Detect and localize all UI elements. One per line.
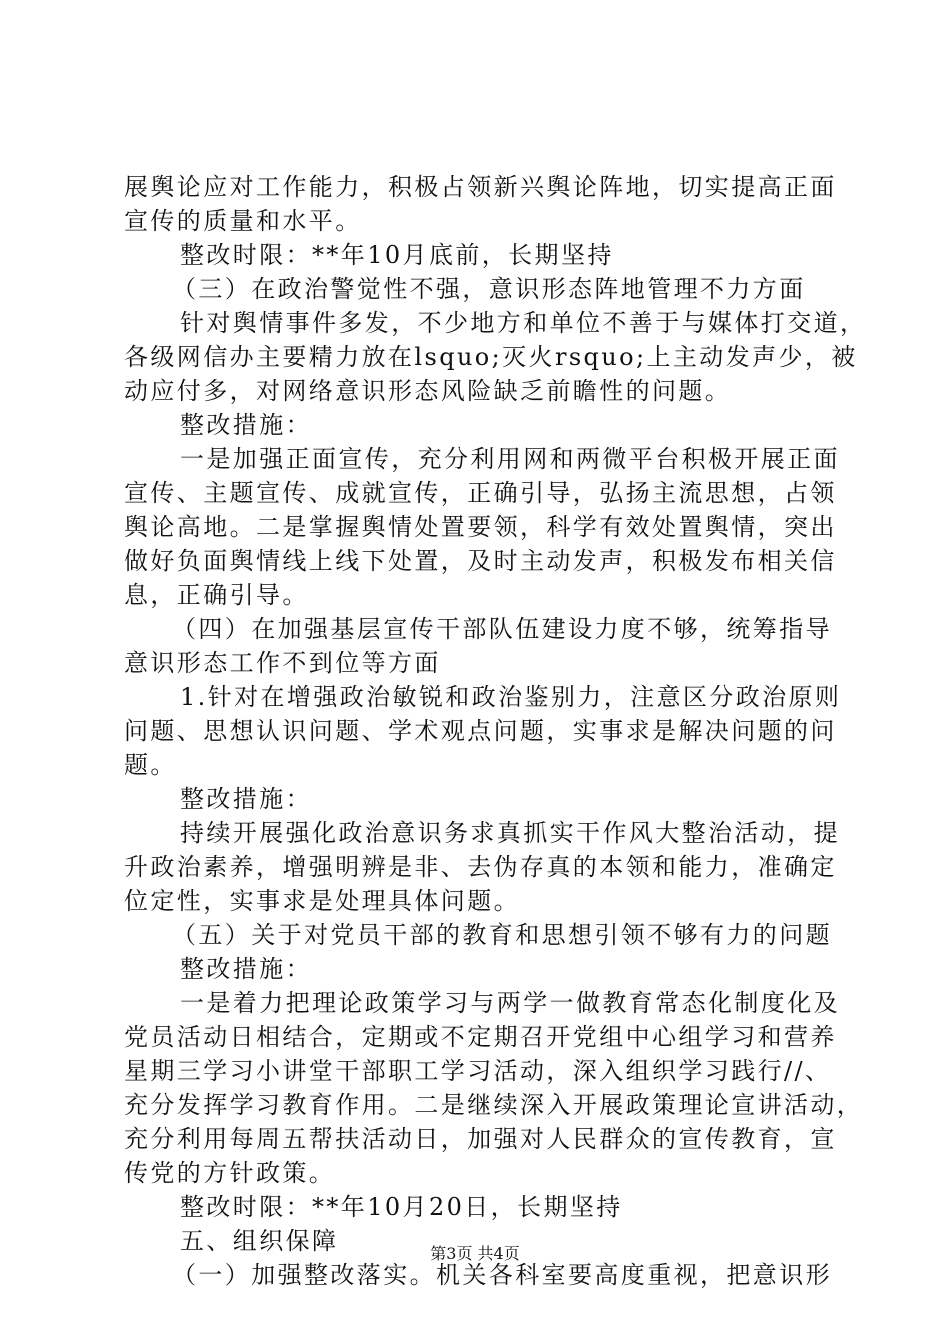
text-line: 各级网信办主要精力放在lsquo;灭火rsquo;上主动发声少，被 — [124, 343, 858, 371]
text-line: 党员活动日相结合，定期或不定期召开党组中心组学习和营养 — [124, 1023, 837, 1051]
text-line: 整改措施： — [180, 785, 312, 813]
text-line: 整改措施： — [180, 411, 312, 439]
text-line: 宣传、主题宣传、成就宣传，正确引导，弘扬主流思想，占领 — [124, 479, 837, 507]
text-line: 星期三学习小讲堂干部职工学习活动，深入组织学习践行//、 — [124, 1057, 832, 1085]
section-heading: （四）在加强基层宣传干部队伍建设力度不够，统筹指导 — [172, 615, 832, 643]
text-line: 充分发挥学习教育作用。二是继续深入开展政策理论宣讲活动， — [124, 1091, 864, 1119]
section-heading: （三）在政治警觉性不强，意识形态阵地管理不力方面 — [172, 275, 806, 303]
text-line: 动应付多，对网络意识形态风险缺乏前瞻性的问题。 — [124, 377, 732, 405]
text-line: （一）加强整改落实。机关各科室要高度重视，把意识形 — [172, 1261, 832, 1289]
text-line: 1.针对在增强政治敏锐和政治鉴别力，注意区分政治原则 — [180, 683, 842, 711]
text-line: 一是着力把理论政策学习与两学一做教育常态化制度化及 — [180, 989, 840, 1017]
text-line: 整改时限：**年10月底前，长期坚持 — [180, 241, 614, 269]
text-line: 升政治素养，增强明辨是非、去伪存真的本领和能力，准确定 — [124, 853, 837, 881]
text-line: 做好负面舆情线上线下处置，及时主动发声，积极发布相关信 — [124, 547, 837, 575]
text-line: 宣传的质量和水平。 — [124, 207, 362, 235]
document-body — [124, 170, 867, 1292]
text-line: 题。 — [124, 751, 177, 779]
page-indicator: 第3页 共4页 — [430, 1244, 520, 1263]
section-heading: 五、组织保障 — [180, 1227, 339, 1255]
text-line: 整改措施： — [180, 955, 312, 983]
text-line: 展舆论应对工作能力，积极占领新兴舆论阵地，切实提高正面 — [124, 173, 837, 201]
page-footer — [0, 1244, 950, 1264]
text-line: 位定性，实事求是处理具体问题。 — [124, 887, 520, 915]
text-line: 持续开展强化政治意识务求真抓实干作风大整治活动，提 — [180, 819, 840, 847]
section-heading: （五）关于对党员干部的教育和思想引领不够有力的问题 — [172, 921, 832, 949]
text-line: 针对舆情事件多发，不少地方和单位不善于与媒体打交道， — [180, 309, 867, 337]
text-line: 息，正确引导。 — [124, 581, 309, 609]
text-line: 意识形态工作不到位等方面 — [124, 649, 441, 677]
text-line: 整改时限：**年10月20日，长期坚持 — [180, 1193, 623, 1221]
text-line: 舆论高地。二是掌握舆情处置要领，科学有效处置舆情，突出 — [124, 513, 837, 541]
text-line: 传党的方针政策。 — [124, 1159, 336, 1187]
text-line: 问题、思想认识问题、学术观点问题，实事求是解决问题的问 — [124, 717, 837, 745]
text-line: 一是加强正面宣传，充分利用网和两微平台积极开展正面 — [180, 445, 840, 473]
text-line: 充分利用每周五帮扶活动日，加强对人民群众的宣传教育，宣 — [124, 1125, 837, 1153]
